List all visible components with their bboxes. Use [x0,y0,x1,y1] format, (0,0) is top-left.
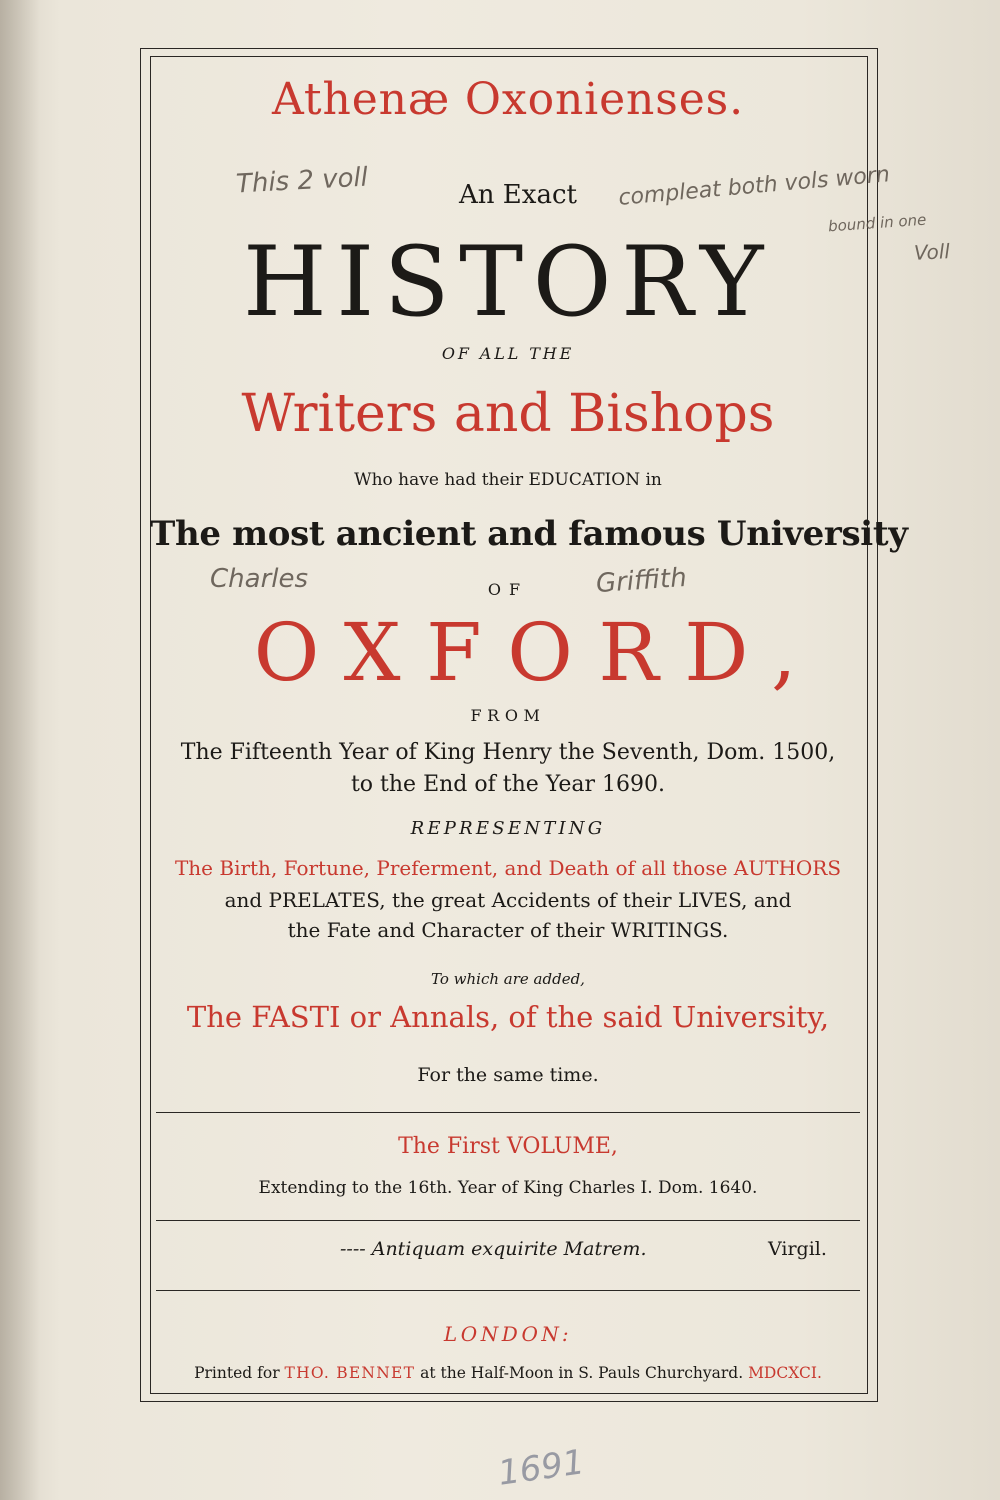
university-line: The most ancient and famous University [150,514,908,554]
of-all-the: OF ALL THE [441,344,575,363]
handwritten-name-left: Charles [210,564,309,594]
extending-line: Extending to the 16th. Year of King Charles I. Dom. 1640. [258,1178,758,1198]
fasti-line: The FASTI or Annals, of the said University, [186,1000,830,1034]
oxford-title: OXFORD, [253,606,823,699]
handwritten-note-right-3: Voll [913,239,951,265]
subtitle-intro: An Exact [459,180,577,210]
handwritten-note-right-1: compleat both vols worn [617,162,891,211]
writers-and-bishops: Writers and Bishops [241,384,775,444]
same-time-line: For the same time. [417,1064,599,1086]
representing-label: REPRESENTING [410,818,606,839]
handwritten-note-right-2: bound in one [827,210,927,236]
added-label: To which are added, [431,970,585,988]
from-line-1: The Fifteenth Year of King Henry the Seventh, Dom. 1500, [180,740,836,765]
main-title-history: HISTORY [242,226,774,338]
handwritten-name-right: Griffith [595,562,688,600]
imprint-printer: THO. BENNET [284,1364,416,1382]
london-label: LONDON: [443,1322,573,1346]
from-line-2: to the End of the Year 1690. [350,772,666,797]
book-gutter-shadow [0,0,40,1500]
divider-top [156,1112,860,1113]
motto: ---- Antiquam exquirite Matrem. [340,1238,647,1260]
imprint-line [150,1364,866,1382]
imprint-text-a: Printed for [194,1364,285,1382]
book-title: Athenæ Oxonienses. [272,74,744,125]
handwritten-note-left: This 2 voll [235,162,369,200]
volume-line: The First VOLUME, [398,1134,618,1159]
divider-bottom [156,1290,860,1291]
from-label: FROM [470,706,546,725]
description-line-2: and PRELATES, the great Accidents of their LIVES, and [224,888,792,912]
motto-author: Virgil. [768,1238,827,1260]
imprint-year: MDCXCI. [748,1364,822,1382]
imprint-text-b: at the Half-Moon in S. Pauls Churchyard. [415,1364,749,1382]
handwritten-year-bottom: 1691 [495,1442,587,1494]
divider-middle [156,1220,860,1221]
of-label: OF [487,580,529,599]
education-line: Who have had their EDUCATION in [354,470,662,490]
description-line-3: the Fate and Character of their WRITINGS. [287,918,729,942]
description-line-1: The Birth, Fortune, Preferment, and Death of all those AUTHORS [174,856,842,880]
